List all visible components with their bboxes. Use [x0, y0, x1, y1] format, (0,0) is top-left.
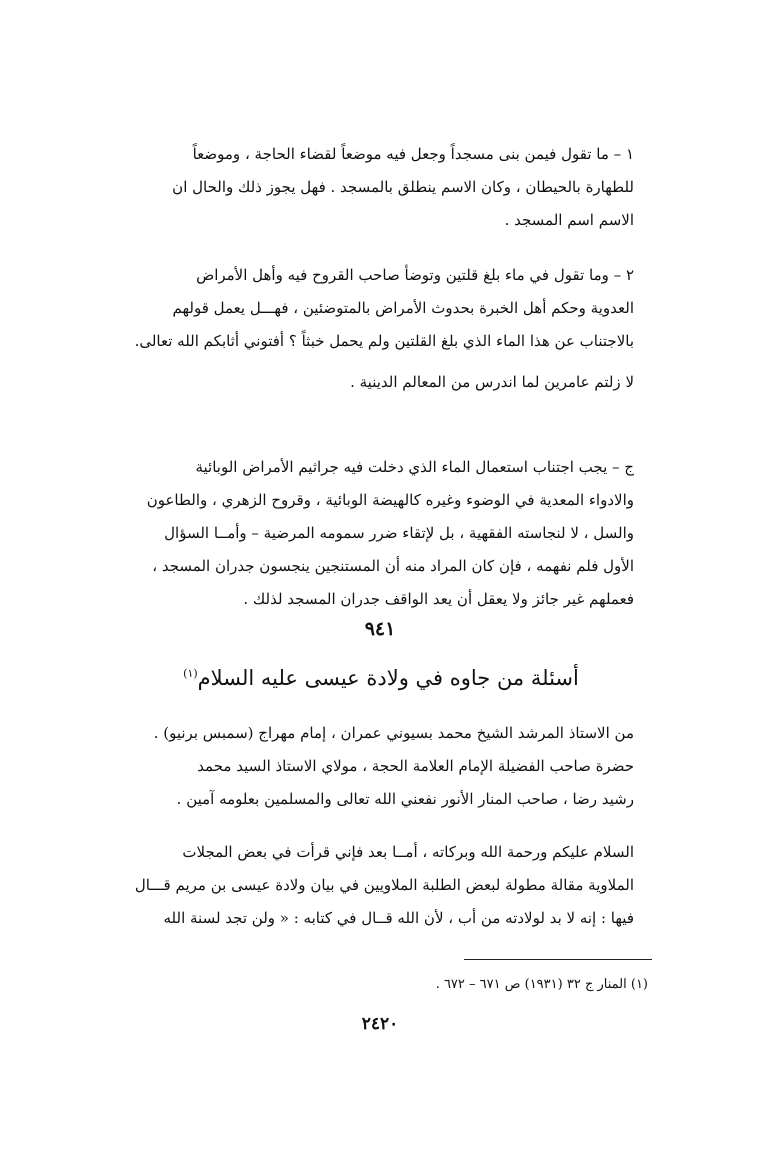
answer: [128, 451, 634, 616]
question-two: [128, 259, 634, 358]
letter-body: [128, 836, 634, 935]
footnote-divider: [464, 959, 652, 960]
text-line: السلام عليكم ورحمة الله وبركاته ، أمــا بعد فإني قرأت في بعض المجلات: [182, 843, 634, 861]
text-line: للطهارة بالحيطان ، وكان الاسم ينطلق بالمسجد . فهل يجوز ذلك والحال ان: [172, 178, 634, 196]
heading-text: أسئلة من جاوه في ولادة عيسى عليه السلام: [197, 666, 579, 690]
text-line: ٢ – وما تقول في ماء بلغ قلتين وتوضأ صاحب القروح فيه وأهل الأمراض: [196, 266, 634, 284]
footnote: (١) المنار ج ٣٢ (١٩٣١) ص ٦٧١ – ٦٧٢ .: [435, 977, 648, 992]
text-line: الأول فلم نفهمه ، فإن كان المراد منه أن المستنجين ينجسون جدران المسجد ،: [152, 557, 634, 575]
text-line: ج – يجب اجتناب استعمال الماء الذي دخلت فيه جراثيم الأمراض الوبائية: [195, 458, 634, 476]
text-line: الاسم اسم المسجد .: [504, 211, 634, 229]
footnote-marker: (١): [183, 667, 198, 680]
text-line: من الاستاذ المرشد الشيخ محمد بسيوني عمران ، إمام مهراج (سمبس برنيو) .: [153, 724, 634, 742]
text-line: لا زلتم عامرين لما اندرس من المعالم الدينية .: [350, 373, 634, 391]
fatwa-number: ٩٤١: [364, 618, 396, 640]
text-line: فيها : إنه لا بد لولادته من أب ، لأن الله قــال في كتابه : « ولن تجد لسنة الله: [163, 909, 634, 927]
question-one: [128, 138, 634, 237]
text-line: فعملهم غير جائز ولا يعقل أن يعد الواقف جدران المسجد لذلك .: [243, 590, 634, 608]
text-line: بالاجتناب عن هذا الماء الذي بلغ القلتين ولم يحمل خبثاً ؟ أفتوني أثابكم الله تعالى.: [134, 332, 634, 350]
page-number: ٢٤٢٠: [361, 1014, 399, 1034]
text-line: العدوية وحكم أهل الخبرة بحدوث الأمراض بالمتوضئين ، فهـــل يعمل قولهم: [172, 299, 634, 317]
text-line: والسل ، لا لنجاسته الفقهية ، بل لإتقاء ضرر سمومه المرضية – وأمــا السؤال: [164, 524, 634, 542]
text-line: ١ – ما تقول فيمن بنى مسجداً وجعل فيه موضعاً لقضاء الحاجة ، وموضعاً: [192, 145, 634, 163]
text-line: حضرة صاحب الفضيلة الإمام العلامة الحجة ، مولاي الاستاذ السيد محمد: [197, 757, 634, 775]
section-heading: [128, 652, 634, 700]
sender: [128, 717, 634, 816]
text-line: الملاوية مقالة مطولة لبعض الطلبة الملاويين في بيان ولادة عيسى بن مريم قـــال: [134, 876, 634, 894]
text-line: والادواء المعدية في الوضوء وغيره كالهيضة الوبائية ، وقروح الزهري ، والطاعون: [146, 491, 634, 509]
text-line: رشيد رضا ، صاحب المنار الأنور نفعني الله تعالى والمسلمين بعلومه آمين .: [176, 790, 634, 808]
prayer-line: [128, 366, 634, 399]
